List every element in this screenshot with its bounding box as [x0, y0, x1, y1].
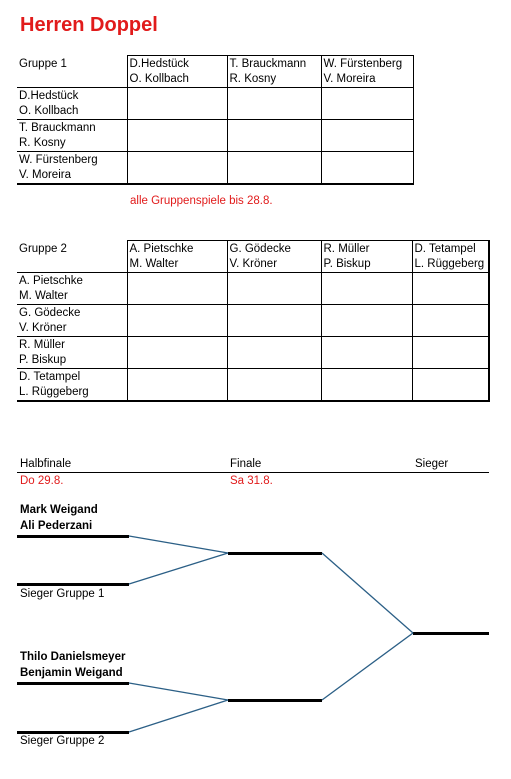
connector-line: [129, 700, 228, 732]
connector-line: [322, 553, 413, 633]
row-header: R. Müller P. Biskup: [17, 337, 127, 369]
column-header: A. Pietschke M. Walter: [127, 241, 227, 273]
halbfinale-date: Do 29.8.: [20, 475, 64, 487]
team-name: Mark Weigand: [20, 504, 98, 516]
finale-label: Finale: [230, 458, 262, 470]
team-name: Benjamin Weigand: [20, 667, 123, 679]
column-header: D.Hedstück O. Kollbach: [127, 56, 227, 88]
row-header: D. Tetampel L. Rüggeberg: [17, 369, 127, 402]
team-name: Ali Pederzani: [20, 520, 93, 532]
column-header: W. Fürstenberg V. Moreira: [321, 56, 413, 88]
column-header: R. Müller P. Biskup: [321, 241, 412, 273]
column-header: G. Gödecke V. Kröner: [227, 241, 321, 273]
halbfinale-label: Halbfinale: [20, 458, 72, 470]
row-header: D.Hedstück O. Kollbach: [17, 88, 127, 120]
connector-line: [129, 553, 228, 584]
deadline-note: alle Gruppenspiele bis 28.8.: [130, 195, 273, 207]
sieger-label: Sieger: [415, 458, 449, 470]
group-label: Gruppe 2: [17, 241, 127, 273]
group-label: Gruppe 1: [17, 56, 127, 88]
row-header: W. Fürstenberg V. Moreira: [17, 152, 127, 185]
row-header: A. Pietschke M. Walter: [17, 273, 127, 305]
column-header: T. Brauckmann R. Kosny: [227, 56, 321, 88]
column-header: D. Tetampel L. Rüggeberg: [412, 241, 489, 273]
connector-line: [129, 536, 228, 553]
team-name: Thilo Danielsmeyer: [20, 651, 126, 663]
connector-line: [129, 683, 228, 700]
finale-date: Sa 31.8.: [230, 475, 273, 487]
connector-line: [322, 633, 413, 700]
team-placeholder: Sieger Gruppe 2: [20, 735, 105, 747]
row-header: G. Gödecke V. Kröner: [17, 305, 127, 337]
row-header: T. Brauckmann R. Kosny: [17, 120, 127, 152]
page-title: Herren Doppel: [20, 14, 158, 36]
team-placeholder: Sieger Gruppe 1: [20, 588, 105, 600]
